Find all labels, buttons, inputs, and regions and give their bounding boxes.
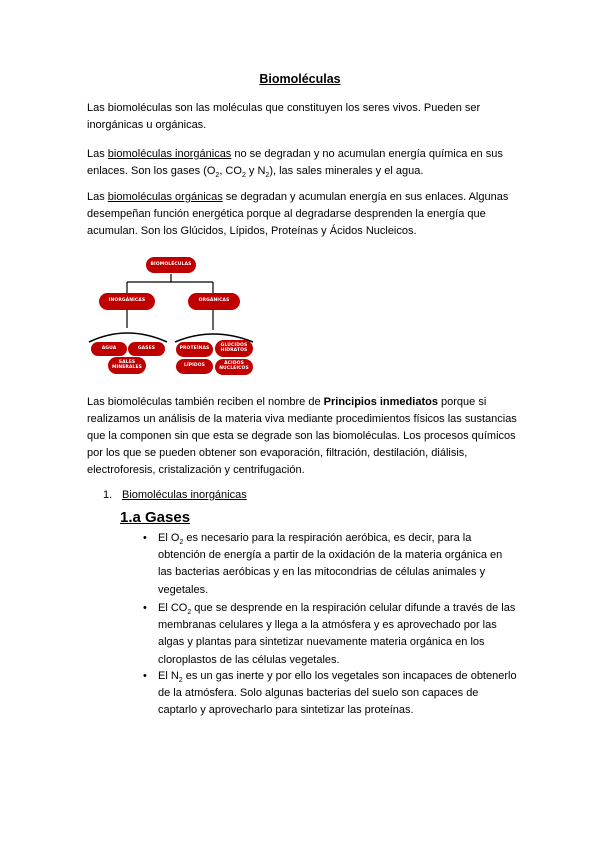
node-nucleic-acids: ÁCIDOS NUCLEICOS: [215, 359, 253, 375]
node-carbohydrates: GLÚCIDOS HIDRATOS: [215, 340, 253, 357]
bullet-co2: [158, 600, 518, 669]
inorganic-paragraph: [87, 146, 527, 180]
bullet-n2: [158, 668, 518, 720]
subscript: 2: [241, 172, 246, 180]
organic-term: biomoléculas orgánicas: [107, 191, 223, 203]
subscript: 2: [187, 609, 192, 617]
node-gases: GASES: [128, 342, 165, 356]
principles-text: porque si realizamos un análisis de la materia viva mediante procedimientos físicos las sustancias que la componen sin que esta se degrade son las biomoléculas. Los procesos químicos por los que se pueden obtener son evaporación, filtración, destilación, diálisis, electroforesis, cristalización y centrifugación.: [87, 396, 517, 476]
bullet-mark: •: [143, 670, 147, 682]
bullet-text: es necesario para la respiración aeróbica, es decir, para la obtención de energía a partir de la oxidación de la materia orgánica en las bacterias aeróbicas y en las mitocondrias de células animales y vegetales.: [158, 532, 503, 596]
intro-paragraph: Las biomoléculas son las moléculas que constituyen los seres vivos. Pueden ser inorgánicas u orgánicas.: [87, 102, 481, 131]
principles-paragraph: [87, 394, 519, 479]
page-title: Biomoléculas: [259, 72, 341, 86]
bullet-mark: •: [143, 602, 147, 614]
bullet-mark: •: [143, 532, 147, 544]
principles-bold: Principios inmediatos: [323, 396, 438, 408]
list-number: 1.: [103, 489, 113, 501]
list-label: Biomoléculas inorgánicas: [122, 489, 247, 501]
bullet-pre: El N: [158, 670, 179, 682]
principles-pre: Las biomoléculas también reciben el nombre de: [87, 396, 324, 408]
inorganic-term: biomoléculas inorgánicas: [107, 148, 232, 160]
organic-pre: Las: [87, 191, 108, 203]
subscript: 2: [265, 172, 270, 180]
bullet-pre: El CO: [158, 602, 188, 614]
node-mineral-salts: SALES MINERALES: [108, 357, 146, 374]
subscript: 2: [179, 539, 184, 547]
subscript: 2: [215, 172, 220, 180]
bullet-pre: El O: [158, 532, 180, 544]
bullet-text: que se desprende en la respiración celular difunde a través de las membranas celulares y llega a la atmósfera y es aprovechado por las algas y plantas para sintetizar nuevamente materia orgánica en los cloroplastos de las células vegetales.: [158, 602, 516, 666]
organic-paragraph: [87, 189, 527, 240]
inorganic-text-4: ), las sales minerales y el agua.: [269, 165, 424, 177]
subscript: 2: [178, 677, 183, 685]
node-water: AGUA: [91, 342, 127, 356]
inorganic-text-1: no se degradan y no acumulan energía química en sus enlaces. Son los gases (O: [87, 148, 503, 177]
node-organic: ORGÁNICAS: [188, 293, 240, 310]
subheading-gases: 1.a Gases: [120, 509, 191, 526]
inorganic-text-3: y N: [245, 165, 266, 177]
inorganic-pre: Las: [87, 148, 108, 160]
bullet-o2: [158, 530, 518, 599]
organic-text: se degradan y acumulan energía en sus enlaces. Algunas desempeñan función energética porque al degradarse desprenden la energía que acumulan. Son los Glúcidos, Lípidos, Proteínas y Ácidos Nucleicos.: [87, 191, 509, 237]
bullet-text: es un gas inerte y por ello los vegetales son incapaces de obtenerlo de la atmósfera. Solo algunas bacterias del suelo son capaces de captarlo y aprovecharlo para sintetizar las proteínas.: [158, 670, 517, 717]
node-lipids: LÍPIDOS: [176, 359, 213, 374]
node-proteins: PROTEÍNAS: [176, 342, 213, 357]
node-inorganic: INORGÁNICAS: [99, 293, 155, 310]
node-root: BIOMOLÉCULAS: [146, 257, 196, 273]
inorganic-text-2: , CO: [219, 165, 242, 177]
